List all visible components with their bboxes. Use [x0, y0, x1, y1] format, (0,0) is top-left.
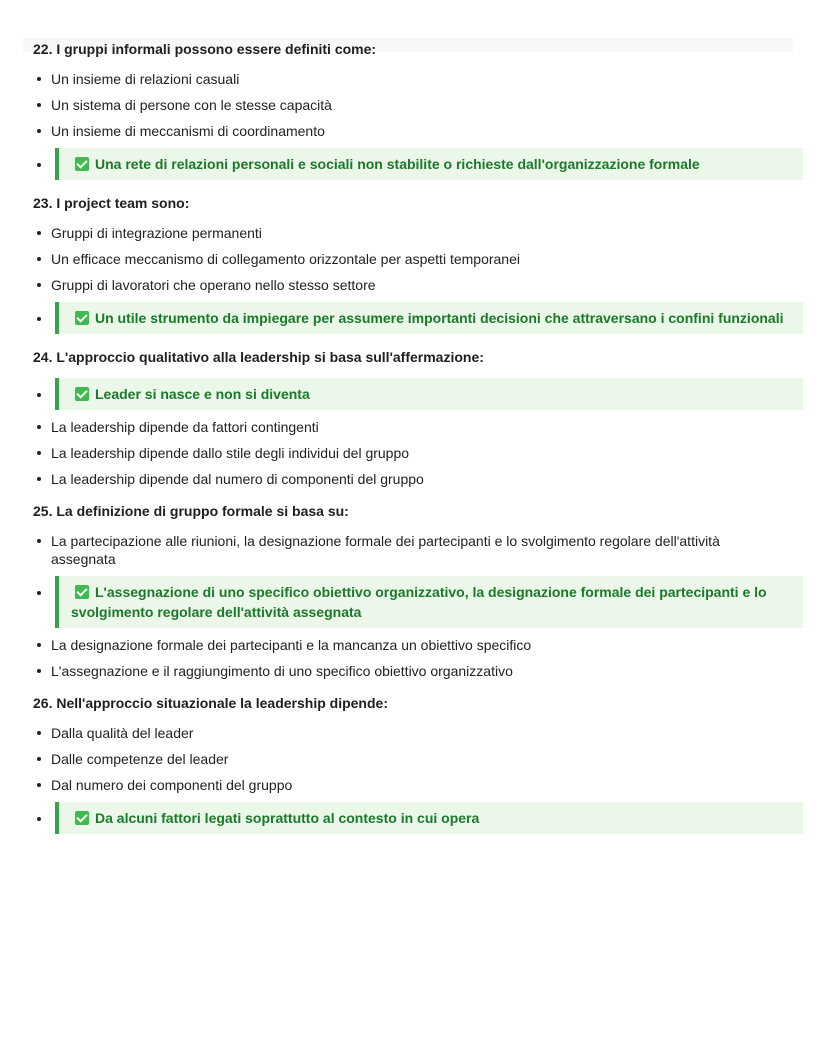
answer-list	[33, 224, 785, 334]
question-block	[33, 40, 785, 180]
answer-item	[33, 776, 785, 794]
answer-text: Una rete di relazioni personali e sociali non stabilite o richieste dall'organizzazione formale	[95, 156, 700, 172]
answer-text: Un insieme di meccanismi di coordinamento	[51, 123, 325, 139]
correct-answer-highlight	[55, 802, 803, 834]
question-title: 25. La definizione di gruppo formale si basa su:	[33, 503, 349, 519]
correct-answer-item	[33, 302, 785, 334]
correct-answer-highlight	[55, 148, 803, 180]
answer-text: Un utile strumento da impiegare per assumere importanti decisioni che attraversano i confini funzionali	[95, 310, 784, 326]
answer-list	[33, 724, 785, 834]
answer-text: La designazione formale dei partecipanti e la mancanza un obiettivo specifico	[51, 637, 532, 653]
answer-text: Leader si nasce e non si diventa	[95, 386, 310, 402]
question-block	[33, 194, 785, 334]
answer-item	[33, 662, 785, 680]
answer-item	[33, 276, 785, 294]
answer-item	[33, 96, 785, 114]
question-block	[33, 694, 785, 834]
answer-item	[33, 70, 785, 88]
question-block	[33, 348, 785, 488]
answer-text: Da alcuni fattori legati soprattutto al contesto in cui opera	[95, 810, 480, 826]
question-title: 26. Nell'approccio situazionale la leadership dipende:	[33, 695, 388, 711]
correct-answer-item	[33, 378, 785, 410]
correct-answer-item	[33, 576, 785, 628]
question-title: 23. I project team sono:	[33, 195, 190, 211]
correct-answer-item	[33, 148, 785, 180]
answer-text: L'assegnazione e il raggiungimento di uno specifico obiettivo organizzativo	[51, 663, 513, 679]
check-box-icon	[75, 585, 89, 599]
answer-list	[33, 378, 785, 488]
quiz-content	[33, 40, 785, 848]
check-box-icon	[75, 811, 89, 825]
answer-text: Dalla qualità del leader	[51, 725, 194, 741]
answer-text: Un insieme di relazioni casuali	[51, 71, 240, 87]
answer-text: Gruppi di lavoratori che operano nello stesso settore	[51, 277, 376, 293]
answer-item	[33, 532, 785, 568]
answer-item	[33, 444, 785, 462]
correct-answer-highlight	[55, 302, 803, 334]
answer-item	[33, 250, 785, 268]
answer-text: Gruppi di integrazione permanenti	[51, 225, 262, 241]
answer-item	[33, 750, 785, 768]
question-title: 24. L'approccio qualitativo alla leadership si basa sull'affermazione:	[33, 349, 484, 365]
check-box-icon	[75, 157, 89, 171]
answer-text: La partecipazione alle riunioni, la designazione formale dei partecipanti e lo svolgimento regolare dell'attività assegnata	[51, 533, 720, 567]
question-title: 22. I gruppi informali possono essere definiti come:	[33, 41, 377, 57]
check-box-icon	[75, 311, 89, 325]
answer-text: Un sistema di persone con le stesse capacità	[51, 97, 332, 113]
answer-text: L'assegnazione di uno specifico obiettivo organizzativo, la designazione formale dei partecipanti e lo svolgimento regolare dell'attività assegnata	[71, 584, 767, 620]
correct-answer-highlight	[55, 378, 803, 410]
correct-answer-item	[33, 802, 785, 834]
check-box-icon	[75, 387, 89, 401]
answer-item	[33, 724, 785, 742]
answer-text: Dal numero dei componenti del gruppo	[51, 777, 293, 793]
answer-text: Dalle competenze del leader	[51, 751, 229, 767]
question-block	[33, 502, 785, 680]
answer-item	[33, 122, 785, 140]
answer-text: La leadership dipende dallo stile degli individui del gruppo	[51, 445, 410, 461]
answer-text: Un efficace meccanismo di collegamento orizzontale per aspetti temporanei	[51, 251, 520, 267]
correct-answer-highlight	[55, 576, 803, 628]
answer-text: La leadership dipende da fattori contingenti	[51, 419, 319, 435]
answer-item	[33, 636, 785, 654]
answer-list	[33, 532, 785, 680]
answer-item	[33, 418, 785, 436]
answer-text: La leadership dipende dal numero di componenti del gruppo	[51, 471, 424, 487]
answer-list	[33, 70, 785, 180]
answer-item	[33, 470, 785, 488]
answer-item	[33, 224, 785, 242]
